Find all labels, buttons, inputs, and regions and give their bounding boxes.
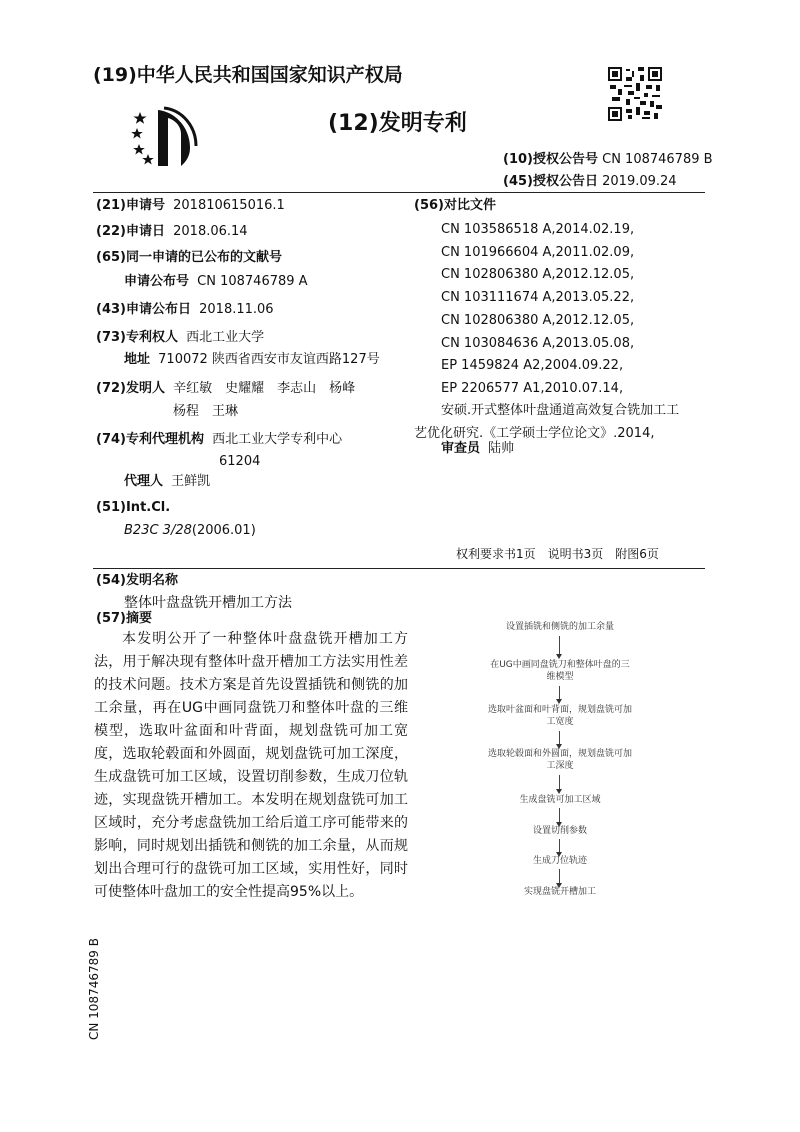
grant-number-label: (10)授权公告号	[503, 152, 598, 167]
patentee-row	[96, 328, 264, 348]
header-divider	[93, 192, 705, 193]
inventors-row	[96, 379, 355, 399]
publication-number-row	[124, 272, 308, 292]
side-document-number: CN 108746789 B	[87, 938, 101, 1040]
flow-step: 设置插铣和侧铣的加工余量	[505, 622, 614, 632]
address-row	[124, 350, 380, 370]
flow-step: 生成刀位轨迹	[532, 856, 587, 866]
reference-item: CN 103084636 A,2013.05.08,	[441, 335, 635, 351]
intcl-date: (2006.01)	[191, 523, 256, 538]
agent: 王鲜凯	[171, 474, 211, 489]
same-application-label: (65)同一申请的已公布的文献号	[96, 250, 282, 265]
flow-step: 实现盘铣开槽加工	[523, 887, 596, 897]
document-type: (12)发明专利	[328, 111, 467, 136]
examiner: 陆帅	[488, 441, 515, 456]
abstract-text: 本发明公开了一种整体叶盘盘铣开槽加工方法，用于解决现有整体叶盘开槽加工方法实用性差的技术问题。技术方案是首先设置插铣和侧铣的加工余量，再在UG中画同盘铣刀和整体叶盘的三维模型，选取叶盆面和叶背面，规划盘铣可加工宽度，选取轮毂面和外圆面，规划盘铣可加工深度，生成盘铣可加工区域，设置切削参数，生成刀位轨迹，实现盘铣开槽加工。本发明在规划盘铣可加工区域时，充分考虑盘铣加工给后道工序可能带来的影响，同时规划出插铣和侧铣的加工余量，从而规划出合理可行的盘铣可加工区域，实用性好，同时可使整体叶盘加工的安全性提高95%以上。	[94, 631, 408, 900]
publication-number: CN 108746789 A	[197, 274, 308, 289]
application-date-row	[96, 222, 248, 242]
reference-item: CN 103111674 A,2013.05.22,	[441, 290, 635, 306]
application-date: 2018.06.14	[173, 224, 248, 239]
flow-step: 选取轮毂面和外圆面，规划盘铣可加工深度	[488, 749, 633, 771]
grant-number-row	[503, 150, 713, 170]
reference-item: EP 1459824 A2,2004.09.22,	[441, 358, 624, 374]
agent-row	[124, 472, 210, 492]
pages-info: 权利要求书1页 说明书3页 附图6页	[456, 547, 659, 561]
intcl-label: (51)Int.Cl.	[96, 500, 171, 515]
publication-number-label: 申请公布号	[124, 274, 190, 289]
invention-title: 整体叶盘盘铣开槽加工方法	[124, 595, 292, 611]
agency-label: (74)专利代理机构	[96, 432, 204, 447]
reference-text-line-2: 艺优化研究.《工学硕士学位论文》.2014,	[414, 426, 655, 441]
inventors-label: (72)发明人	[96, 381, 165, 396]
patentee-label: (73)专利权人	[96, 330, 178, 345]
flow-arrow	[559, 775, 560, 790]
grant-date: 2019.09.24	[602, 174, 677, 189]
application-number-label: (21)申请号	[96, 198, 165, 213]
agency-row	[96, 430, 342, 450]
grant-date-label: (45)授权公告日	[503, 174, 598, 189]
publication-date-label: (43)申请公布日	[96, 302, 191, 317]
abstract-label: (57)摘要	[96, 611, 152, 626]
publication-date-row	[96, 300, 274, 320]
intcl-code: B23C 3/28	[124, 523, 192, 538]
cnipa-emblem-icon	[128, 104, 198, 170]
flow-step: 选取叶盆面和叶背面，规划盘铣可加工宽度	[488, 705, 633, 727]
flow-arrow	[559, 636, 560, 655]
flow-step: 设置切削参数	[532, 826, 587, 836]
inventors-line-1: 辛红敏 史耀耀 李志山 杨峰	[173, 381, 356, 396]
examiner-label: 审查员	[441, 441, 481, 456]
flow-arrow	[559, 869, 560, 884]
inventors-line-2: 杨程 王琳	[173, 404, 239, 419]
address-label: 地址	[124, 352, 151, 367]
examiner-row	[441, 439, 514, 459]
patentee: 西北工业大学	[186, 330, 265, 345]
flow-arrow	[559, 731, 560, 745]
publication-date: 2018.11.06	[199, 302, 274, 317]
flow-arrow	[559, 839, 560, 853]
address: 710072 陕西省西安市友谊西路127号	[158, 352, 380, 367]
middle-divider	[93, 568, 705, 569]
flow-step: 生成盘铣可加工区域	[519, 795, 601, 805]
qr-code-icon	[608, 67, 662, 121]
flow-step: 在UG中画同盘铣刀和整体叶盘的三维模型	[490, 660, 630, 682]
application-number-row	[96, 196, 285, 216]
reference-item: CN 103586518 A,2014.02.19,	[441, 222, 635, 237]
grant-number: CN 108746789 B	[602, 152, 713, 167]
flow-arrow	[559, 686, 560, 700]
reference-item: EP 2206577 A1,2010.07.14,	[441, 380, 624, 396]
agency-name: 西北工业大学专利中心	[212, 432, 343, 447]
reference-item: CN 102806380 A,2012.12.05,	[441, 267, 635, 283]
reference-item: CN 101966604 A,2011.02.09,	[441, 244, 635, 260]
office-name: (19)中华人民共和国国家知识产权局	[93, 64, 403, 86]
reference-item: CN 102806380 A,2012.12.05,	[441, 312, 635, 328]
application-date-label: (22)申请日	[96, 224, 165, 239]
flow-arrow	[559, 808, 560, 823]
grant-date-row	[503, 172, 677, 192]
agent-label: 代理人	[124, 474, 164, 489]
title-label: (54)发明名称	[96, 573, 178, 588]
agency-code: 61204	[219, 454, 261, 469]
references-label: (56)对比文件	[414, 198, 496, 213]
references-list	[441, 219, 634, 401]
intcl-row	[124, 521, 256, 541]
reference-text-line-1: 安硕.开式整体叶盘通道高效复合铣加工工	[441, 403, 680, 418]
application-number: 201810615016.1	[173, 198, 285, 213]
